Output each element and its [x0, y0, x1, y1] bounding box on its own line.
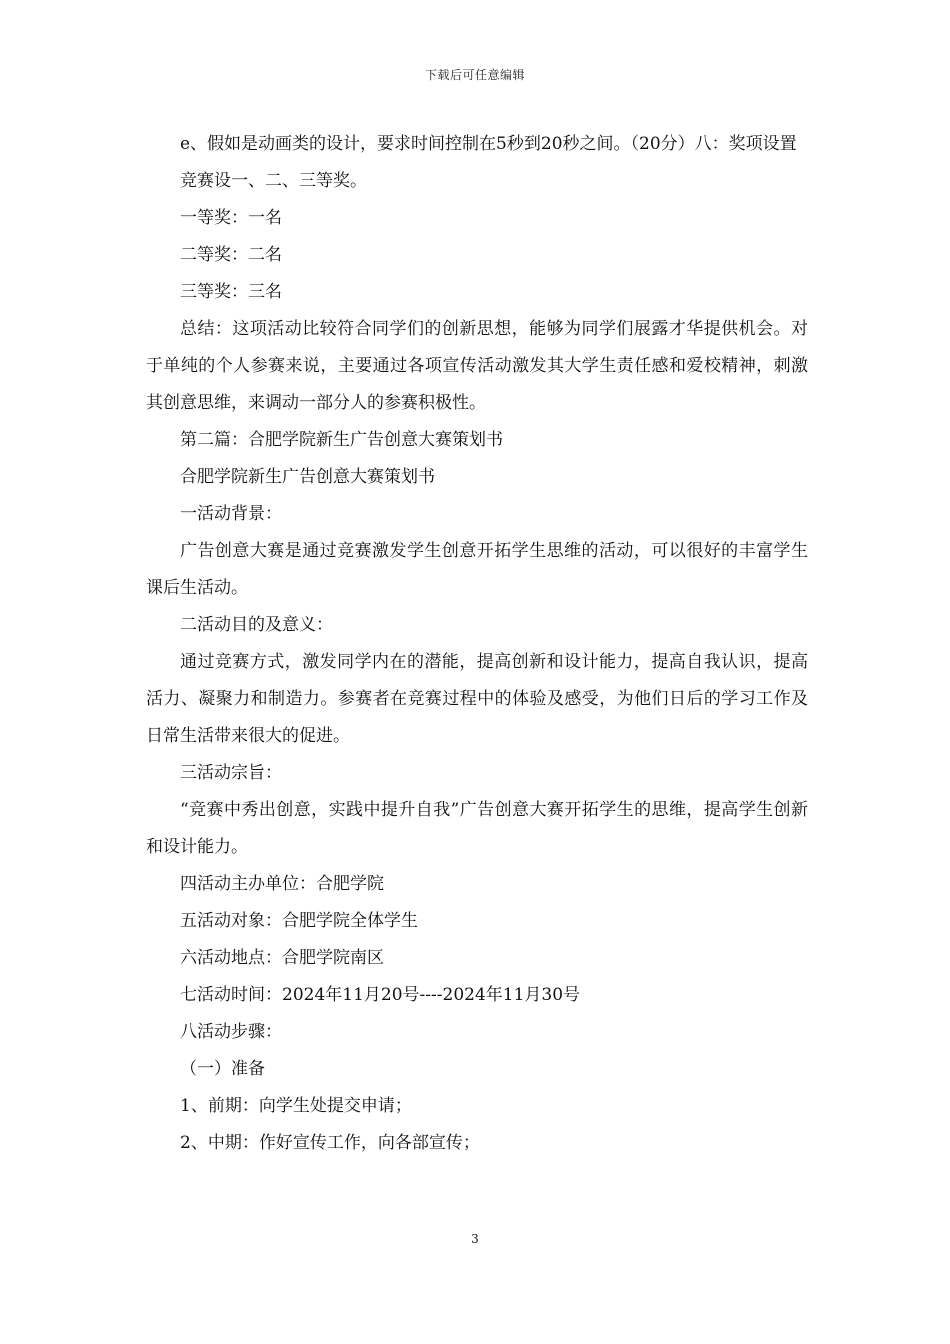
paragraph-second-article-title: 第二篇：合肥学院新生广告创意大赛策划书 — [180, 430, 503, 450]
paragraph-location: 六活动地点：合肥学院南区 — [180, 948, 384, 968]
paragraph-steps-heading: 八活动步骤： — [180, 1022, 282, 1042]
page-number: 3 — [471, 1232, 479, 1246]
paragraph-summary: 总结：这项活动比较符合同学们的创新思想，能够为同学们展露才华提供机会。对于单纯的个人参赛来说，主要通过各项宣传活动激发其大学生责任感和爱校精神，刺激其创意思维，来调动一部分人的参赛积极性。 — [146, 319, 808, 413]
paragraph-animation-requirement: e、假如是动画类的设计，要求时间控制在5秒到20秒之间。（20分）八：奖项设置 — [180, 134, 797, 154]
paragraph-early-stage: 1、前期：向学生处提交申请； — [180, 1096, 412, 1116]
paragraph-time: 七活动时间：2024年11月20号----2024年11月30号 — [180, 985, 581, 1005]
paragraph-preparation: （一）准备 — [180, 1059, 265, 1079]
paragraph-audience: 五活动对象：合肥学院全体学生 — [180, 911, 418, 931]
page-header: 下载后可任意编辑 — [424, 68, 525, 82]
paragraph-background-heading: 一活动背景： — [180, 504, 282, 524]
paragraph-second-prize: 二等奖：二名 — [180, 245, 282, 265]
paragraph-award-levels: 竞赛设一、二、三等奖。 — [180, 171, 367, 191]
paragraph-purpose: 通过竞赛方式，激发同学内在的潜能，提高创新和设计能力，提高自我认识，提高活力、凝聚力和制造力。参赛者在竞赛过程中的体验及感受，为他们日后的学习工作及日常生活带来很大的促进。 — [146, 652, 808, 746]
paragraph-middle-stage: 2、中期：作好宣传工作，向各部宣传； — [180, 1133, 480, 1153]
paragraph-organizer: 四活动主办单位：合肥学院 — [180, 874, 384, 894]
paragraph-tenet-heading: 三活动宗旨： — [180, 763, 282, 783]
document-body — [146, 126, 808, 1162]
paragraph-third-prize: 三等奖：三名 — [180, 282, 282, 302]
paragraph-tenet: “竞赛中秀出创意，实践中提升自我”广告创意大赛开拓学生的思维，提高学生创新和设计能力。 — [146, 800, 808, 857]
paragraph-purpose-heading: 二活动目的及意义： — [180, 615, 333, 635]
paragraph-plan-title: 合肥学院新生广告创意大赛策划书 — [180, 467, 435, 487]
paragraph-first-prize: 一等奖：一名 — [180, 208, 282, 228]
paragraph-background: 广告创意大赛是通过竞赛激发学生创意开拓学生思维的活动，可以很好的丰富学生课后生活动。 — [146, 541, 808, 598]
